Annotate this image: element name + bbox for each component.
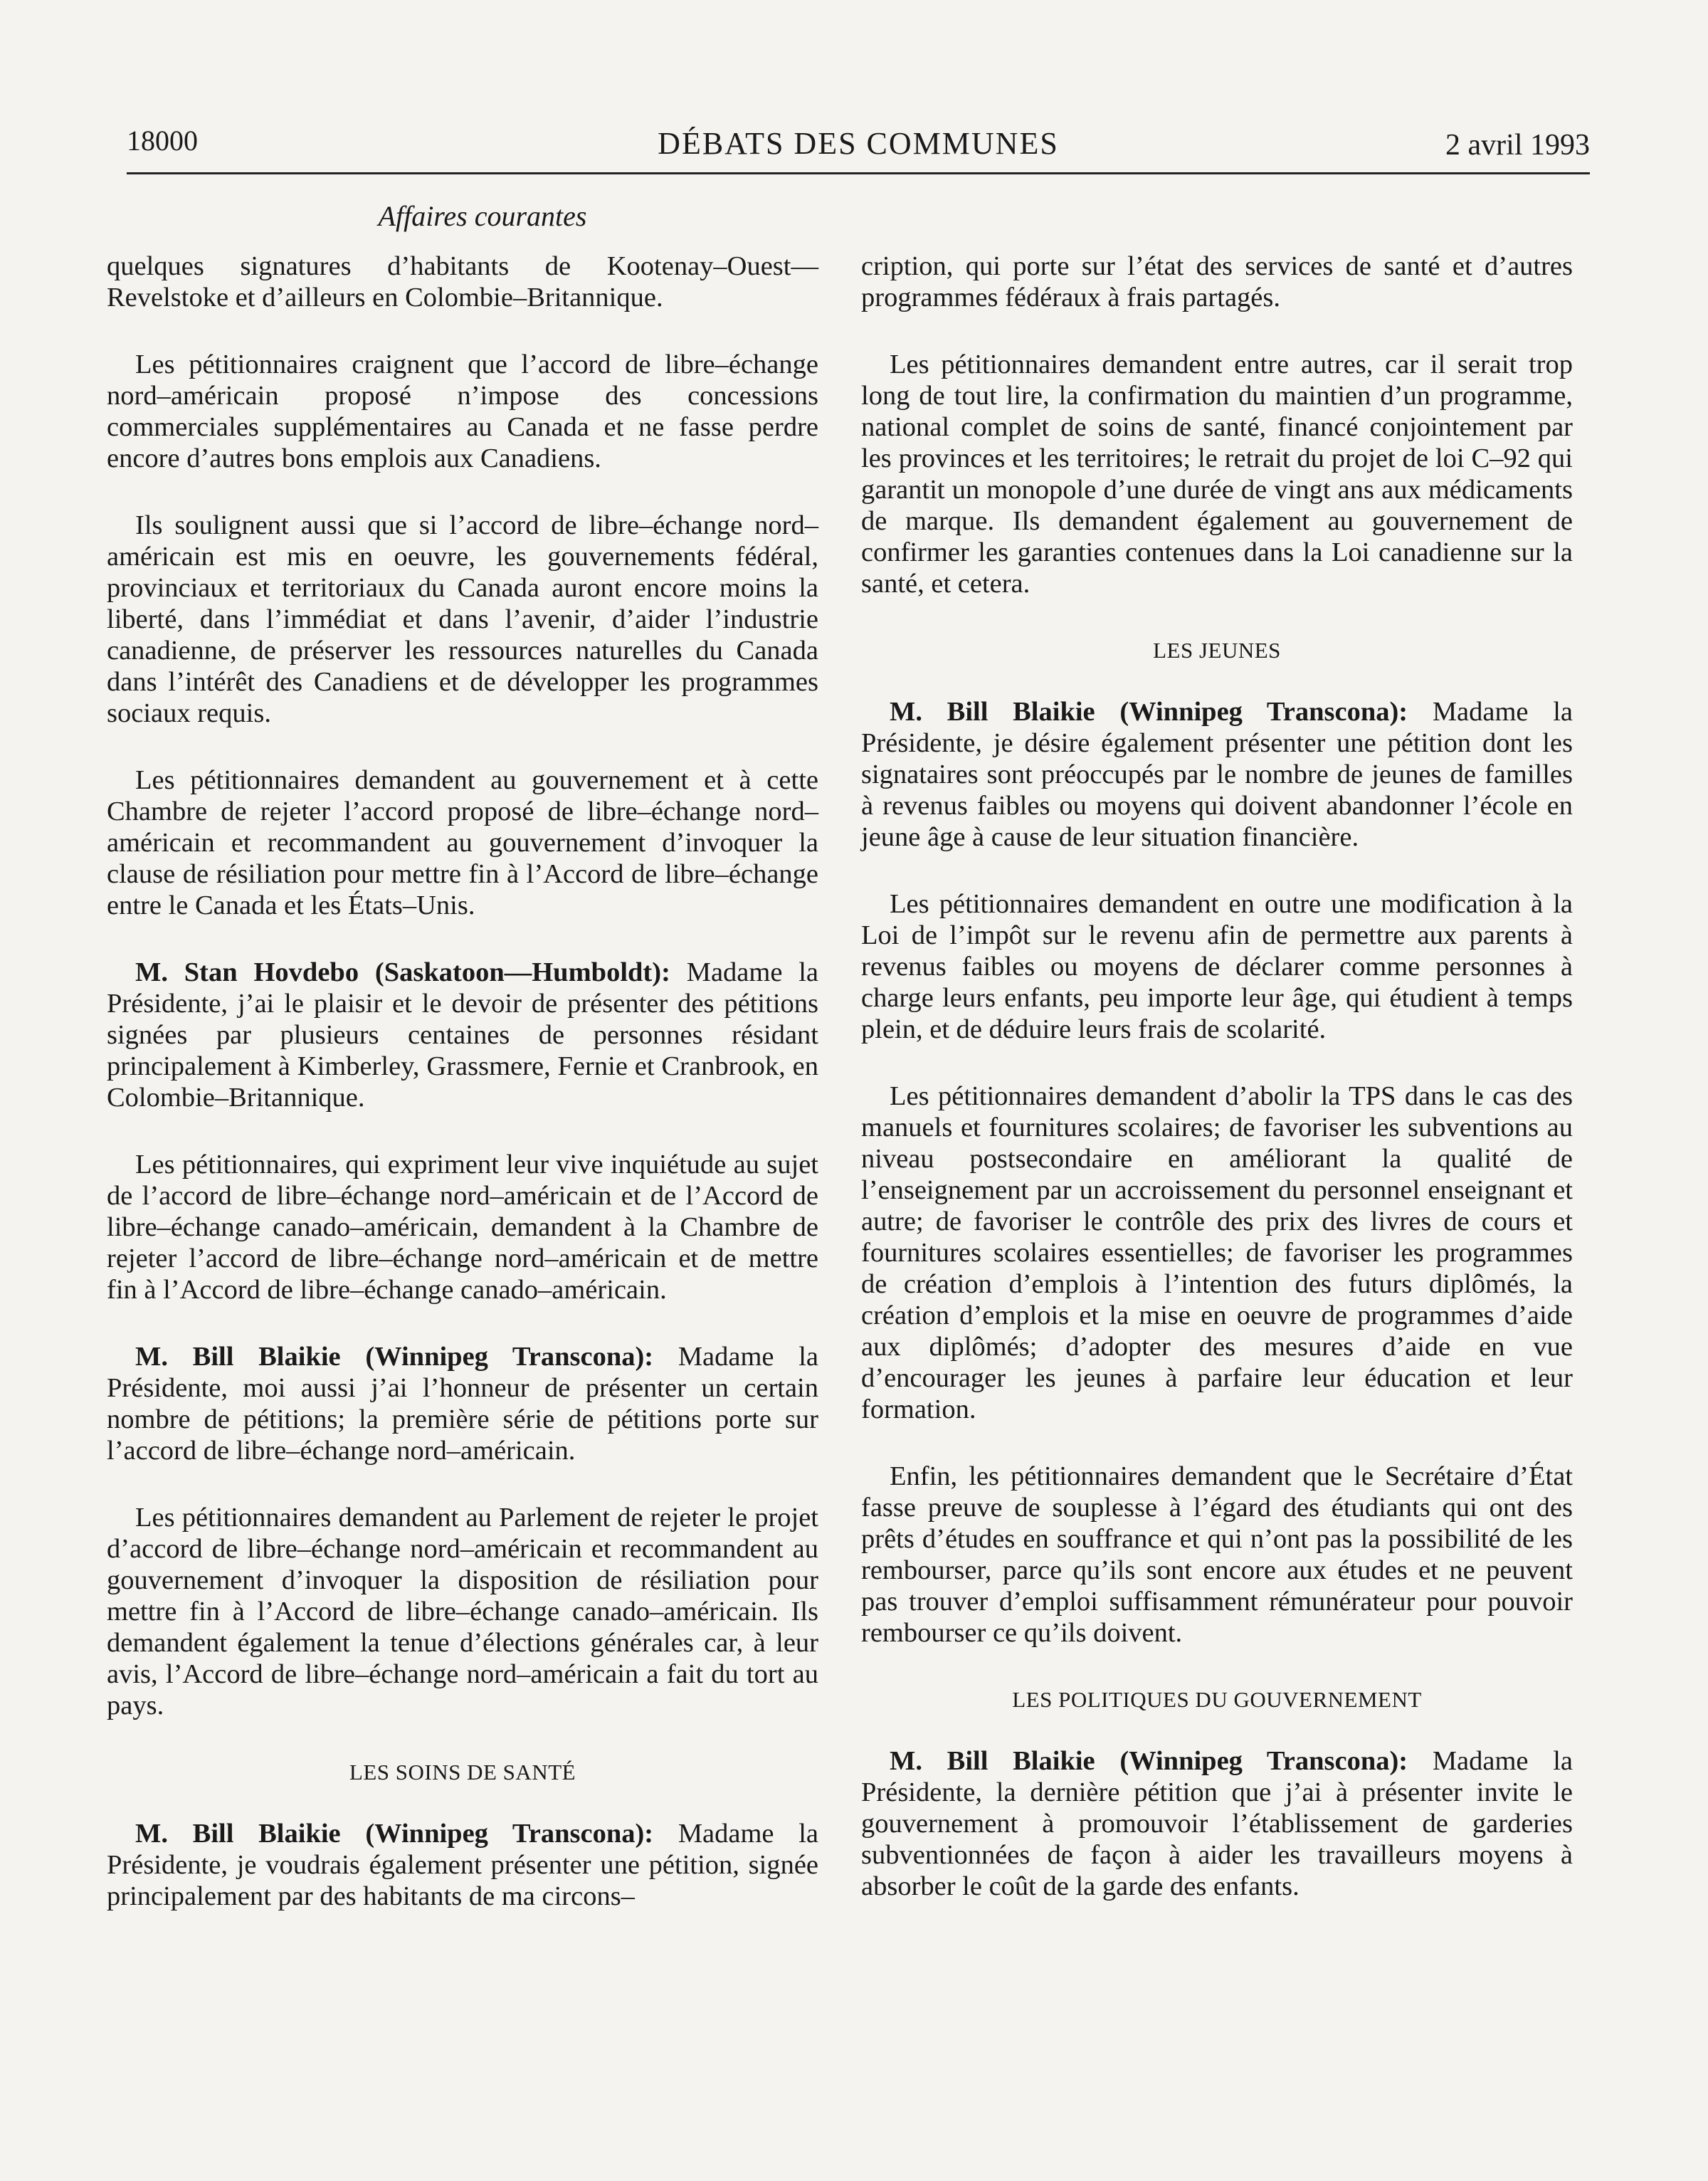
section-heading: LES JEUNES [1153,638,1281,663]
paragraph: Les pétitionnaires demandent entre autres, car il serait trop long de tout lire, la confirmation du maintien d’un programme, national complet de soins de santé, financé conjointement par les provinces et les territoires; le retrait du projet de loi C–92 qui garantit un monopole d’une durée de vingt ans aux médicaments de marque. Ils demandent également au gouvernement de confirmer les garanties contenues dans la Loi canadienne sur la santé, et cetera. [861,350,1573,599]
paragraph: Les pétitionnaires demandent en outre une modification à la Loi de l’impôt sur le revenu afin de permettre aux parents à revenus faibles ou moyens de déclarer comme personnes à charge leurs enfants, peu importe leur âge, qui étudient à temps plein, et de déduire leurs frais de scolarité. [861,889,1573,1044]
paragraph: Les pétitionnaires demandent d’abolir la TPS dans le cas des manuels et fournitures scolaires; de favoriser les subventions au niveau postsecondaire en améliorant la qualité de l’enseignement par un accroissement du personnel enseignant et autre; de favoriser le contrôle des prix des livres de cours et fournitures scolaires essentielles; de favoriser les programmes de création d’emplois à l’intention des futurs diplômés, la création d’emplois et la mise en oeuvre de programmes d’aide aux diplômés; d’adopter des mesures d’aide en vue d’encourager les jeunes à parfaire leur éducation et leur formation. [861,1081,1573,1424]
speech-text: Madame la Présidente, je désire également présenter une pétition dont les signataires sont préoccupés par le nombre de jeunes de familles à revenus faibles ou moyens qui doivent abandonner l’école en jeune âge à cause de leur situation financière. [861,697,1573,852]
paragraph: Ils soulignent aussi que si l’accord de libre–échange nord–américain est mis en oeuvre, les gouvernements fédéral, provinciaux et territoriaux du Canada auront encore moins la liberté, dans l’immédiat et dans l’avenir, d’aider l’industrie canadienne, de préserver les ressources naturelles du Canada dans l’intérêt des Canadiens et de développer les programmes sociaux requis. [107,510,818,728]
speech-text: Madame la Présidente, moi aussi j’ai l’honneur de présenter un certain nombre de pétitions; la première série de pétitions porte sur l’accord de libre–échange nord–américain. [107,1342,818,1466]
page-number: 18000 [127,125,198,157]
speech-paragraph [861,696,1573,853]
speaker-name: M. Bill Blaikie (Winnipeg Transcona): [135,1819,654,1849]
speech-text: Madame la Présidente, je voudrais également présenter une pétition, signée principalement par des habitants de ma circons– [107,1819,818,1911]
paragraph: Les pétitionnaires demandent au gouvernement et à cette Chambre de rejeter l’accord proposé de libre–échange nord–américain et recommandent au gouvernement d’invoquer la clause de résiliation pour mettre fin à l’Accord de libre–échange entre le Canada et les États–Unis. [107,765,818,920]
section-heading: LES SOINS DE SANTÉ [349,1760,576,1785]
paragraph: quelques signatures d’habitants de Kootenay–Ouest—Revelstoke et d’ailleurs en Colombie–Britannique. [107,251,818,312]
paragraph: Les pétitionnaires demandent au Parlement de rejeter le projet d’accord de libre–échange nord–américain et recommandent au gouvernement d’invoquer la disposition de résiliation pour mettre fin à l’Accord de libre–échange canado–américain. Ils demandent également la tenue d’élections générales car, à leur avis, l’Accord de libre–échange nord–américain a fait du tort au pays. [107,1503,818,1720]
speaker-name: M. Stan Hovdebo (Saskatoon—Humboldt): [135,957,670,987]
speech-paragraph [107,1341,818,1466]
paragraph: Les pétitionnaires craignent que l’accord de libre–échange nord–américain proposé n’impose des concessions commerciales supplémentaires au Canada et ne fasse perdre encore d’autres bons emplois aux Canadiens. [107,350,818,473]
speaker-name: M. Bill Blaikie (Winnipeg Transcona): [135,1342,654,1372]
publication-title: DÉBATS DES COMMUNES [658,126,1059,161]
right-column [861,251,1573,1938]
speech-paragraph [107,957,818,1113]
paragraph: Enfin, les pétitionnaires demandent que le Secrétaire d’État fasse preuve de souplesse à l’égard des étudiants qui ont des prêts d’études en souffrance et qui n’ont pas la possibilité de les rembourser, parce qu’ils sont encore aux études et ne peuvent pas trouver d’emploi suffisamment rémunérateur pour pouvoir rembourser ce qu’ils doivent. [861,1461,1573,1648]
paragraph: Les pétitionnaires, qui expriment leur vive inquiétude au sujet de l’accord de libre–échange nord–américain et de l’Accord de libre–échange canado–américain, demandent à la Chambre de rejeter l’accord de libre–échange nord–américain et de mettre fin à l’Accord de libre–échange canado–américain. [107,1150,818,1305]
speaker-name: M. Bill Blaikie (Winnipeg Transcona): [890,1746,1408,1776]
speaker-name: M. Bill Blaikie (Winnipeg Transcona): [890,697,1408,727]
paragraph: cription, qui porte sur l’état des services de santé et d’autres programmes fédéraux à frais partagés. [861,251,1573,312]
page-header [127,122,1590,174]
speech-text: Madame la Présidente, j’ai le plaisir et le devoir de présenter des pétitions signées par plusieurs centaines de personnes résidant principalement à Kimberley, Grassmere, Fernie et Cranbrook, en Colombie–Britannique. [107,957,818,1113]
speech-paragraph [107,1818,818,1912]
speech-text: Madame la Présidente, la dernière pétition que j’ai à présenter invite le gouvernement à promouvoir l’établissement de garderies subventionnées de façon à aider les travailleurs moyens à absorber le coût de la garde des enfants. [861,1746,1573,1901]
running-head: Affaires courantes [378,200,587,232]
section-heading: LES POLITIQUES DU GOUVERNEMENT [1012,1687,1422,1712]
left-column [107,251,818,1948]
speech-paragraph [861,1745,1573,1902]
publication-date: 2 avril 1993 [1445,129,1590,162]
